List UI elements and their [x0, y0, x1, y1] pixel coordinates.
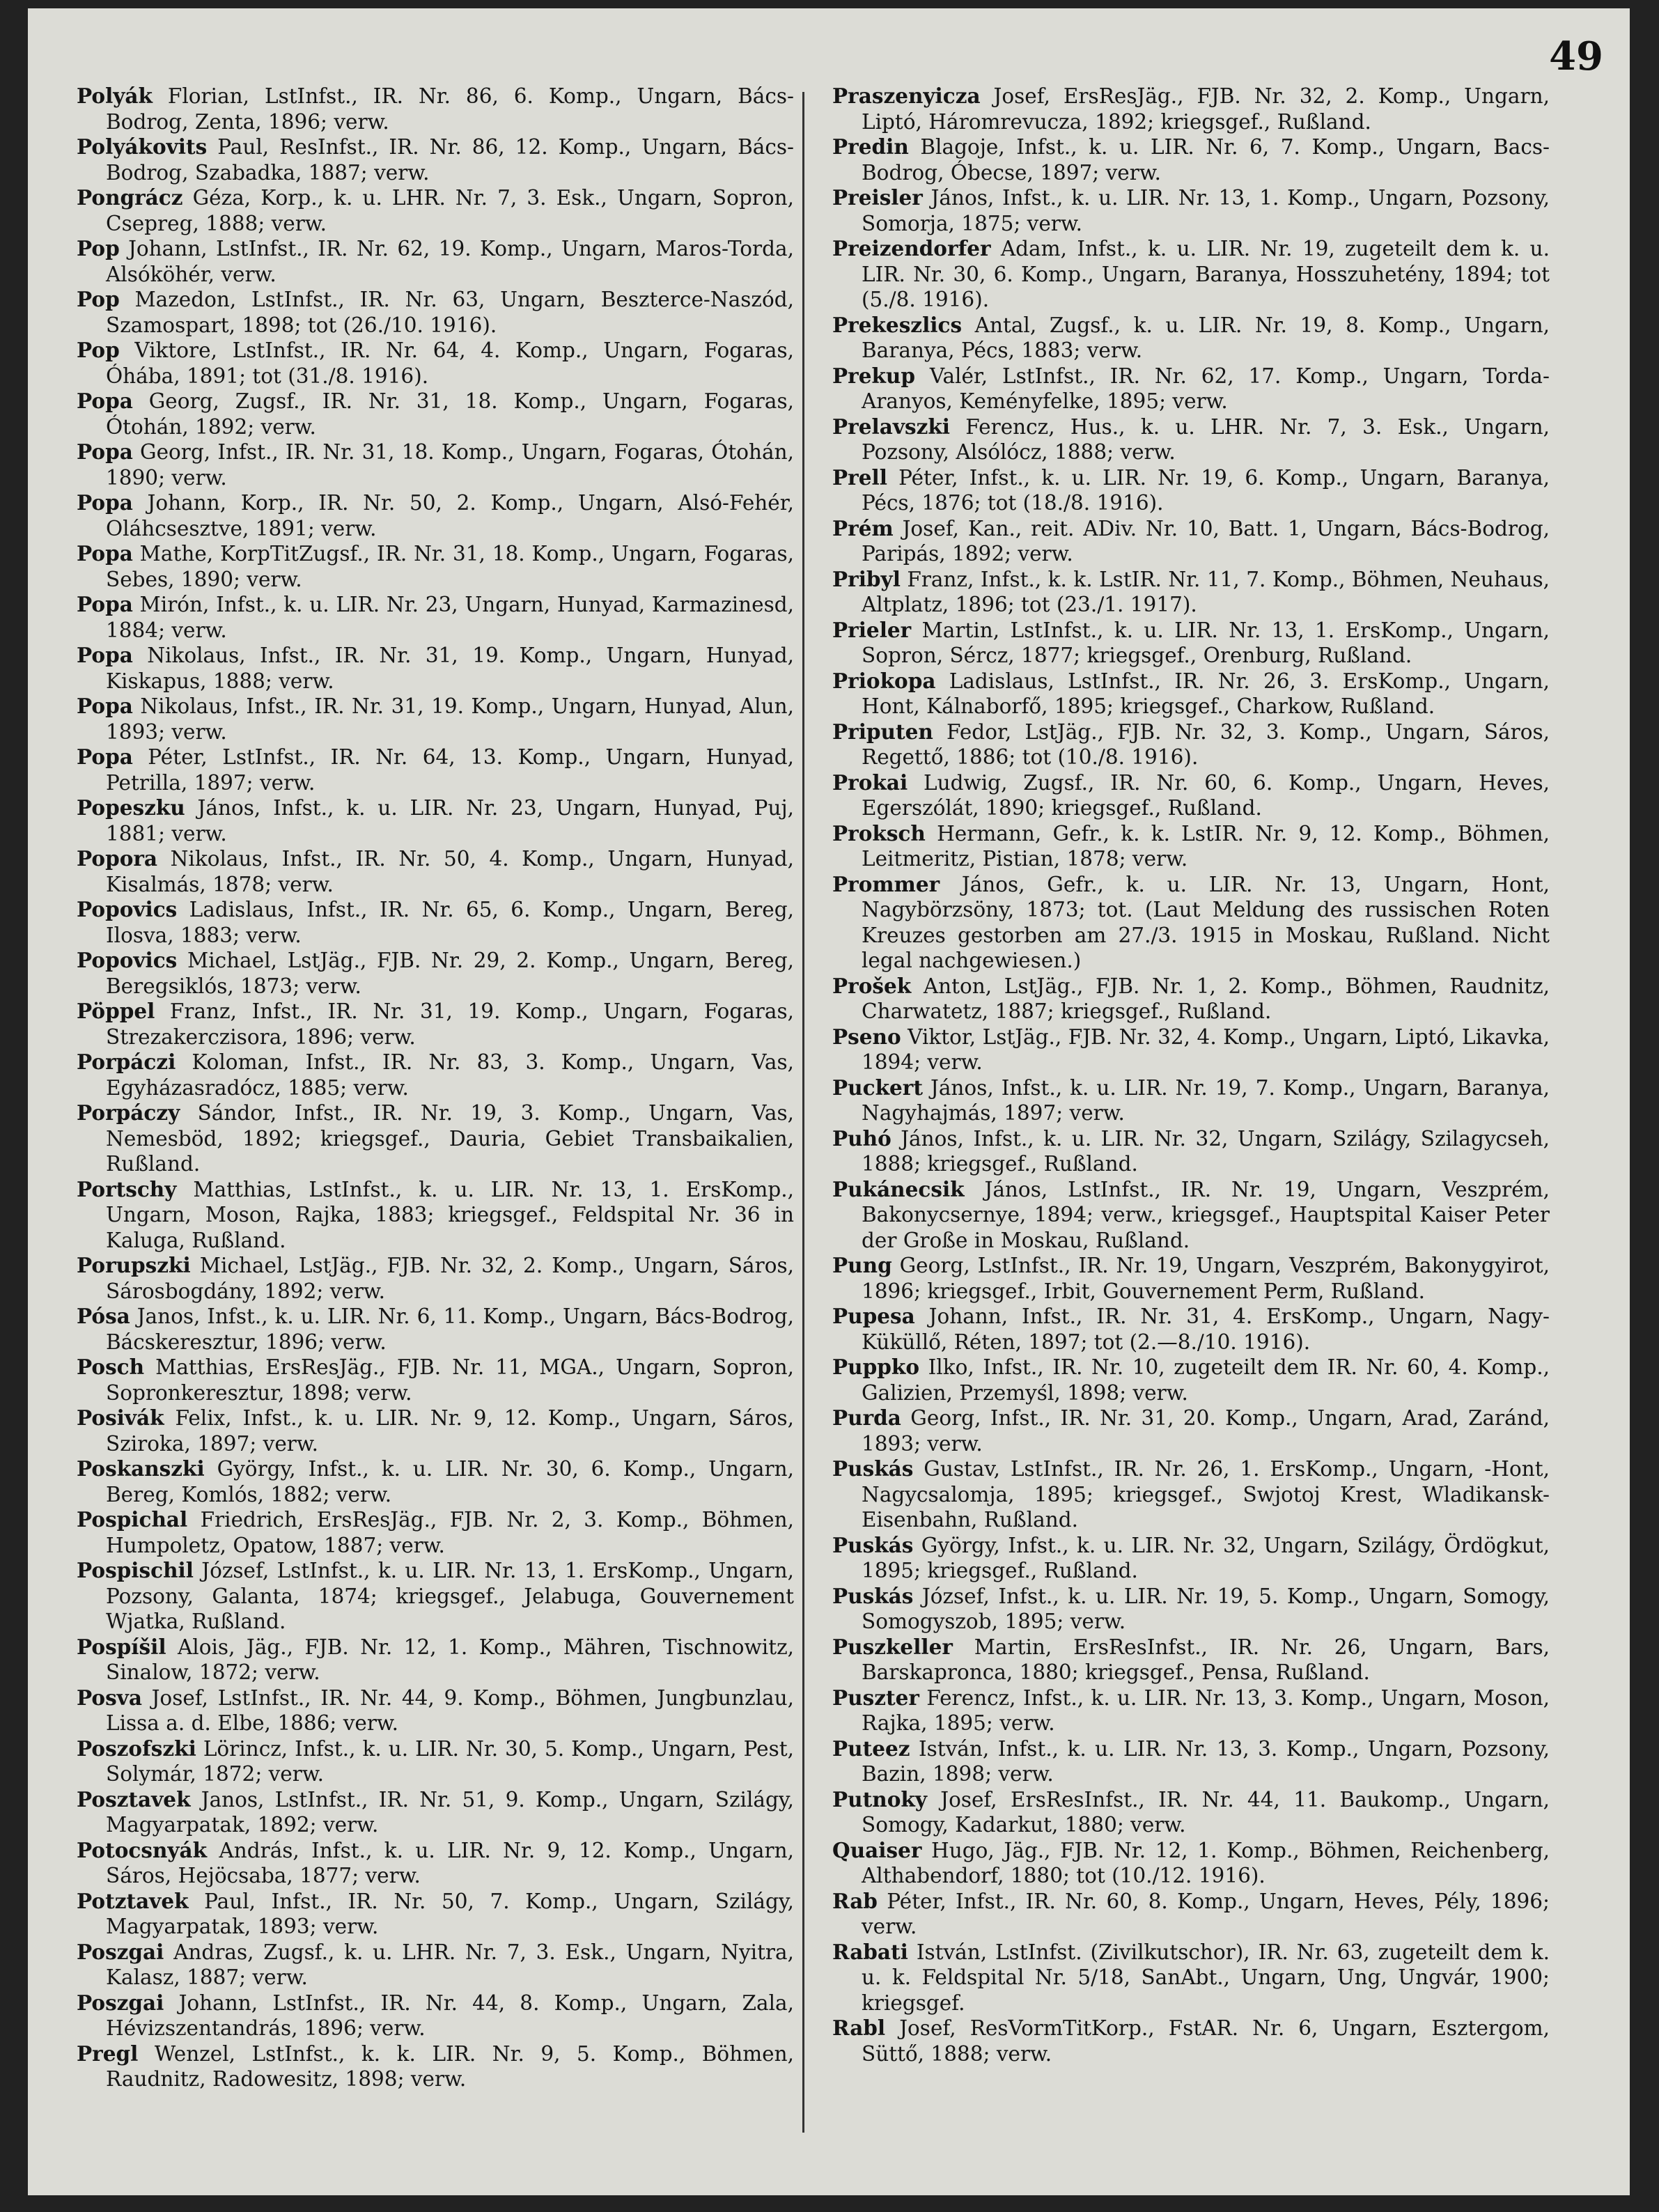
list-item: [832, 567, 1550, 618]
entry-surname: Porpáczy: [77, 1100, 180, 1125]
entry-surname: Rabati: [832, 1939, 908, 1964]
list-item: [832, 1685, 1550, 1736]
entry-surname: Prošek: [832, 973, 912, 998]
entry-surname: Quaiser: [832, 1837, 922, 1862]
list-item: [832, 1304, 1550, 1355]
list-item: [832, 1456, 1550, 1533]
list-item: [832, 1253, 1550, 1304]
list-item: [77, 134, 794, 185]
entry-details: Franz, Infst., k. k. LstIR. Nr. 11, 7. Komp., Böhmen, Neuhaus, Altplatz, 1896; tot (23./1. 1917).: [862, 567, 1550, 616]
entry-details: Ferencz, Infst., k. u. LIR. Nr. 13, 3. Komp., Ungarn, Moson, Rajka, 1895; verw.: [862, 1685, 1550, 1735]
list-item: [77, 1253, 794, 1304]
entry-details: Matthias, LstInfst., k. u. LIR. Nr. 13, 1. ErsKomp., Ungarn, Moson, Rajka, 1883; kriegsgef., Feldspital Nr. 36 in Kaluga, Rußland.: [106, 1177, 794, 1252]
entry-details: Adam, Infst., k. u. LIR. Nr. 19, zugeteilt dem k. u. LIR. Nr. 30, 6. Komp., Ungarn, Baranya, Hosszuhetény, 1894; tot (5./8. 1916).: [862, 237, 1550, 311]
entry-details: György, Infst., k. u. LIR. Nr. 30, 6. Komp., Ungarn, Bereg, Komlós, 1882; verw.: [106, 1457, 794, 1506]
list-item: [77, 84, 794, 134]
entry-surname: Popa: [77, 389, 133, 413]
list-item: [77, 999, 794, 1050]
entry-surname: Prekup: [832, 363, 916, 388]
entry-surname: Puszkeller: [832, 1634, 953, 1659]
entry-details: Josef, LstInfst., IR. Nr. 44, 9. Komp., Böhmen, Jungbunzlau, Lissa a. d. Elbe, 1886; verw.: [106, 1685, 794, 1735]
list-item: [77, 1787, 794, 1838]
entry-details: Martin, ErsResInfst., IR. Nr. 26, Ungarn, Bars, Barskapronca, 1880; kriegsgef., Pensa, Rußland.: [862, 1635, 1550, 1684]
entry-details: József, Infst., k. u. LIR. Nr. 19, 5. Komp., Ungarn, Somogy, Somogyszob, 1895; verw.: [862, 1584, 1550, 1633]
left-column: [77, 84, 794, 2145]
entry-details: Josef, ErsResInfst., IR. Nr. 44, 11. Baukomp., Ungarn, Somogy, Kadarkut, 1880; verw.: [862, 1787, 1550, 1837]
entry-surname: Pop: [77, 287, 120, 311]
entry-surname: Rab: [832, 1888, 878, 1913]
list-item: [832, 1075, 1550, 1126]
entry-details: Martin, LstInfst., k. u. LIR. Nr. 13, 1. ErsKomp., Ungarn, Sopron, Sércz, 1877; kriegsgef., Orenburg, Rußland.: [862, 618, 1550, 667]
entry-details: Nikolaus, Infst., IR. Nr. 31, 19. Komp., Ungarn, Hunyad, Alun, 1893; verw.: [106, 694, 794, 744]
list-item: [77, 745, 794, 795]
list-item: [77, 1507, 794, 1558]
list-item: [77, 338, 794, 389]
entry-surname: Polyák: [77, 84, 153, 108]
list-item: [77, 1558, 794, 1635]
page-number: 49: [1549, 33, 1603, 79]
list-item: [832, 313, 1550, 364]
entry-surname: Prell: [832, 465, 887, 490]
entry-surname: Popovics: [77, 948, 178, 972]
entry-details: János, Infst., k. u. LIR. Nr. 13, 1. Komp., Ungarn, Pozsony, Somorja, 1875; verw.: [862, 186, 1550, 235]
entry-surname: Pribyl: [832, 566, 901, 591]
list-item: [832, 770, 1550, 821]
list-item: [832, 364, 1550, 414]
entry-surname: Pósa: [77, 1304, 130, 1328]
list-item: [832, 719, 1550, 770]
entry-details: Péter, Infst., k. u. LIR. Nr. 19, 6. Komp., Ungarn, Baranya, Pécs, 1876; tot (18./8. 1916).: [862, 465, 1550, 515]
entry-surname: Poskanszki: [77, 1456, 205, 1481]
entry-details: János, Infst., k. u. LIR. Nr. 23, Ungarn, Hunyad, Puj, 1881; verw.: [106, 796, 794, 846]
entry-details: Josef, ResVormTitKorp., FstAR. Nr. 6, Ungarn, Esztergom, Süttő, 1888; verw.: [862, 2016, 1550, 2066]
entry-surname: Posztavek: [77, 1786, 191, 1812]
entry-details: Paul, Infst., IR. Nr. 50, 7. Komp., Ungarn, Szilágy, Magyarpatak, 1893; verw.: [106, 1889, 794, 1938]
entry-details: Johann, Infst., IR. Nr. 31, 4. ErsKomp., Ungarn, Nagy-Küküllő, Réten, 1897; tot (2.—8./10. 1916).: [862, 1304, 1550, 1354]
list-item: [832, 974, 1550, 1025]
entry-details: Ladislaus, Infst., IR. Nr. 65, 6. Komp., Ungarn, Bereg, Ilosva, 1883; verw.: [106, 898, 794, 947]
entry-details: Ladislaus, LstInfst., IR. Nr. 26, 3. ErsKomp., Ungarn, Hont, Kálnaborfő, 1895; kriegsgef., Charkow, Rußland.: [862, 669, 1550, 718]
entry-surname: Puppko: [832, 1355, 920, 1379]
list-item: [77, 1456, 794, 1507]
entry-surname: Pospíšil: [77, 1634, 166, 1659]
entry-surname: Popa: [77, 490, 133, 515]
entry-surname: Puskás: [832, 1532, 914, 1557]
entry-details: Georg, Infst., IR. Nr. 31, 18. Komp., Ungarn, Fogaras, Ótohán, 1890; verw.: [106, 440, 794, 490]
list-item: [832, 465, 1550, 516]
entry-surname: Puskás: [832, 1456, 914, 1481]
entry-surname: Pongrácz: [77, 185, 183, 210]
entry-details: Koloman, Infst., IR. Nr. 83, 3. Komp., Ungarn, Vas, Egyházasradócz, 1885; verw.: [106, 1050, 794, 1100]
entry-surname: Priokopa: [832, 668, 936, 693]
list-item: [77, 1838, 794, 1889]
list-item: [77, 389, 794, 439]
entry-details: András, Infst., k. u. LIR. Nr. 9, 12. Komp., Ungarn, Sáros, Hejöcsaba, 1877; verw.: [106, 1838, 794, 1887]
right-column: [832, 84, 1550, 2145]
list-item: [832, 821, 1550, 872]
entry-surname: Pseno: [832, 1024, 901, 1049]
entry-details: János, Infst., k. u. LIR. Nr. 32, Ungarn, Szilágy, Szilagycseh, 1888; kriegsgef., Rußland.: [862, 1126, 1550, 1176]
entry-surname: Puhó: [832, 1126, 891, 1151]
list-item: [832, 1889, 1550, 1940]
entry-details: Paul, ResInfst., IR. Nr. 86, 12. Komp., Ungarn, Bács-Bodrog, Szabadka, 1887; verw.: [106, 135, 794, 185]
entry-details: Matthias, ErsResJäg., FJB. Nr. 11, MGA., Ungarn, Sopron, Sopronkeresztur, 1898; verw.: [106, 1355, 794, 1405]
list-item: [77, 287, 794, 338]
list-item: [77, 1050, 794, 1100]
entry-surname: Prieler: [832, 617, 912, 642]
entry-details: Géza, Korp., k. u. LHR. Nr. 7, 3. Esk., Ungarn, Sopron, Csepreg, 1888; verw.: [106, 186, 794, 235]
entry-details: Péter, LstInfst., IR. Nr. 64, 13. Komp., Ungarn, Hunyad, Petrilla, 1897; verw.: [106, 745, 794, 795]
entry-details: István, LstInfst. (Zivilkutschor), IR. Nr. 63, zugeteilt dem k. u. k. Feldspital Nr. 5/18, SanAbt., Ungarn, Ung, Ungvár, 1900; kriegsgef.: [862, 1940, 1550, 2015]
entry-surname: Poszgai: [77, 1939, 164, 1964]
entry-details: Mathe, KorpTitZugsf., IR. Nr. 31, 18. Komp., Ungarn, Fogaras, Sebes, 1890; verw.: [106, 542, 794, 591]
column-divider: [802, 92, 804, 2133]
entry-details: Antal, Zugsf., k. u. LIR. Nr. 19, 8. Komp., Ungarn, Baranya, Pécs, 1883; verw.: [862, 313, 1550, 362]
entry-surname: Pukánecsik: [832, 1176, 965, 1201]
entry-details: Janos, LstInfst., IR. Nr. 51, 9. Komp., Ungarn, Szilágy, Magyarpatak, 1892; verw.: [106, 1787, 794, 1837]
list-item: [832, 84, 1550, 134]
entry-surname: Praszenyicza: [832, 84, 981, 108]
entry-details: István, Infst., k. u. LIR. Nr. 13, 3. Komp., Ungarn, Pozsony, Bazin, 1898; verw.: [862, 1736, 1550, 1786]
list-item: [77, 795, 794, 846]
entry-details: Mirón, Infst., k. u. LIR. Nr. 23, Ungarn, Hunyad, Karmazinesd, 1884; verw.: [106, 593, 794, 642]
list-item: [77, 1940, 794, 1991]
entry-surname: Porupszki: [77, 1253, 191, 1277]
entry-surname: Popa: [77, 643, 133, 667]
list-item: [77, 236, 794, 287]
entry-surname: Pupesa: [832, 1304, 915, 1328]
list-item: [832, 1177, 1550, 1254]
list-item: [77, 846, 794, 897]
entry-surname: Prokai: [832, 770, 908, 795]
entry-surname: Popa: [77, 592, 133, 616]
entry-details: Alois, Jäg., FJB. Nr. 12, 1. Komp., Mähren, Tischnowitz, Sinalow, 1872; verw.: [106, 1635, 794, 1684]
entry-details: Josef, ErsResJäg., FJB. Nr. 32, 2. Komp., Ungarn, Liptó, Háromrevucza, 1892; kriegsgef., Rußland.: [862, 84, 1550, 134]
entry-details: Valér, LstInfst., IR. Nr. 62, 17. Komp., Ungarn, Torda-Aranyos, Keményfelke, 1895; verw.: [862, 364, 1550, 413]
entry-details: Johann, LstInfst., IR. Nr. 44, 8. Komp., Ungarn, Zala, Hévizszentandrás, 1896; verw.: [106, 1991, 794, 2040]
entry-surname: Putnoky: [832, 1786, 927, 1812]
entry-surname: Preizendorfer: [832, 236, 991, 260]
entry-details: Johann, Korp., IR. Nr. 50, 2. Komp., Ungarn, Alsó-Fehér, Oláhcsesztve, 1891; verw.: [106, 491, 794, 540]
list-item: [832, 1355, 1550, 1405]
entry-details: Fedor, LstJäg., FJB. Nr. 32, 3. Komp., Ungarn, Sáros, Regettő, 1886; tot (10./8. 1916).: [862, 719, 1550, 769]
list-item: [832, 618, 1550, 669]
entry-surname: Pop: [77, 338, 120, 362]
entry-surname: Pospischil: [77, 1558, 194, 1582]
entry-surname: Preisler: [832, 185, 923, 210]
entry-details: Janos, Infst., k. u. LIR. Nr. 6, 11. Komp., Ungarn, Bács-Bodrog, Bácskeresztur, 1896; verw.: [106, 1304, 794, 1354]
entry-surname: Posivák: [77, 1405, 164, 1430]
entry-details: Andras, Zugsf., k. u. LHR. Nr. 7, 3. Esk., Ungarn, Nyitra, Kalasz, 1887; verw.: [106, 1940, 794, 1989]
list-item: [832, 1405, 1550, 1456]
list-item: [832, 1787, 1550, 1838]
entry-surname: Prommer: [832, 871, 940, 896]
entry-details: Michael, LstJäg., FJB. Nr. 32, 2. Komp., Ungarn, Sáros, Sárosbogdány, 1892; verw.: [106, 1254, 794, 1303]
entry-details: József, LstInfst., k. u. LIR. Nr. 13, 1. ErsKomp., Ungarn, Pozsony, Galanta, 1874; kriegsgef., Jelabuga, Gouvernement Wjatka, Rußland.: [106, 1559, 794, 1633]
entry-surname: Pregl: [77, 2041, 139, 2066]
entry-details: Felix, Infst., k. u. LIR. Nr. 9, 12. Komp., Ungarn, Sáros, Sziroka, 1897; verw.: [106, 1406, 794, 1456]
entry-surname: Popeszku: [77, 795, 185, 820]
list-item: [77, 1685, 794, 1736]
entry-surname: Pop: [77, 236, 120, 260]
entry-surname: Potocsnyák: [77, 1837, 208, 1862]
list-item: [832, 1584, 1550, 1635]
list-item: [832, 1736, 1550, 1787]
entry-details: Nikolaus, Infst., IR. Nr. 50, 4. Komp., Ungarn, Hunyad, Kisalmás, 1878; verw.: [106, 847, 794, 896]
document-page: [28, 8, 1630, 2195]
entry-details: Anton, LstJäg., FJB. Nr. 1, 2. Komp., Böhmen, Raudnitz, Charwatetz, 1887; kriegsgef., Rußland.: [862, 974, 1550, 1023]
entry-details: Mazedon, LstInfst., IR. Nr. 63, Ungarn, Beszterce-Naszód, Szamospart, 1898; tot (26./10. 1916).: [106, 288, 794, 337]
entry-surname: Pospichal: [77, 1507, 188, 1532]
list-item: [77, 1177, 794, 1254]
entry-surname: Puskás: [832, 1583, 914, 1608]
entry-surname: Priputen: [832, 719, 933, 744]
list-item: [77, 643, 794, 694]
entry-surname: Predin: [832, 134, 909, 159]
list-item: [77, 439, 794, 490]
list-item: [832, 516, 1550, 567]
entry-surname: Puteez: [832, 1736, 910, 1761]
entry-surname: Posch: [77, 1355, 145, 1379]
entry-details: Johann, LstInfst., IR. Nr. 62, 19. Komp., Ungarn, Maros-Torda, Alsóköhér, verw.: [106, 237, 794, 286]
list-item: [77, 541, 794, 592]
entry-details: Franz, Infst., IR. Nr. 31, 19. Komp., Ungarn, Fogaras, Strezakerczisora, 1896; verw.: [106, 999, 794, 1049]
entry-surname: Puckert: [832, 1075, 923, 1100]
list-item: [77, 1991, 794, 2041]
entry-details: Georg, LstInfst., IR. Nr. 19, Ungarn, Veszprém, Bakonygyirot, 1896; kriegsgef., Irbit, Gouvernement Perm, Rußland.: [862, 1254, 1550, 1303]
entry-details: Nikolaus, Infst., IR. Nr. 31, 19. Komp., Ungarn, Hunyad, Kiskapus, 1888; verw.: [106, 644, 794, 693]
entry-details: Viktor, LstJäg., FJB. Nr. 32, 4. Komp., Ungarn, Liptó, Likavka, 1894; verw.: [862, 1025, 1550, 1074]
list-item: [77, 694, 794, 745]
entry-surname: Polyákovits: [77, 134, 208, 159]
list-item: [77, 1736, 794, 1787]
entry-details: Georg, Zugsf., IR. Nr. 31, 18. Komp., Ungarn, Fogaras, Ótohán, 1892; verw.: [106, 389, 794, 439]
entry-details: Michael, LstJäg., FJB. Nr. 29, 2. Komp., Ungarn, Bereg, Beregsiklós, 1873; verw.: [106, 949, 794, 998]
entry-surname: Porpáczi: [77, 1050, 176, 1074]
list-item: [832, 134, 1550, 185]
list-item: [77, 1100, 794, 1177]
list-item: [77, 185, 794, 236]
list-item: [832, 1635, 1550, 1685]
entry-surname: Rabl: [832, 2016, 886, 2040]
list-item: [77, 592, 794, 643]
entry-details: György, Infst., k. u. LIR. Nr. 32, Ungarn, Szilágy, Ördögkut, 1895; kriegsgef., Rußland.: [862, 1533, 1550, 1582]
list-item: [77, 1405, 794, 1456]
list-item: [77, 948, 794, 999]
list-item: [832, 1940, 1550, 2016]
entry-details: Hermann, Gefr., k. k. LstIR. Nr. 9, 12. Komp., Böhmen, Leitmeritz, Pistian, 1878; verw.: [862, 821, 1550, 871]
entry-surname: Popa: [77, 541, 133, 566]
entry-surname: Prém: [832, 515, 894, 540]
list-item: [77, 1355, 794, 1405]
entry-details: Florian, LstInfst., IR. Nr. 86, 6. Komp., Ungarn, Bács-Bodrog, Zenta, 1896; verw.: [106, 84, 794, 134]
entry-details: Gustav, LstInfst., IR. Nr. 26, 1. ErsKomp., Ungarn, -Hont, Nagycsalomja, 1895; kriegsgef., Swjotoj Krest, Wladikansk-Eisenbahn, Rußland.: [862, 1457, 1550, 1532]
entry-surname: Pöppel: [77, 999, 155, 1023]
list-item: [77, 1635, 794, 1685]
entry-surname: Popa: [77, 694, 133, 718]
entry-surname: Poszgai: [77, 1990, 164, 2015]
entry-surname: Purda: [832, 1405, 901, 1430]
entry-details: Viktore, LstInfst., IR. Nr. 64, 4. Komp., Ungarn, Fogaras, Óhába, 1891; tot (31./8. 1916).: [106, 338, 794, 388]
entry-details: János, LstInfst., IR. Nr. 19, Ungarn, Veszprém, Bakonycsernye, 1894; verw., kriegsgef., Hauptspital Kaiser Peter der Große in Moskau, Rußland.: [862, 1177, 1550, 1252]
entry-details: Wenzel, LstInfst., k. k. LIR. Nr. 9, 5. Komp., Böhmen, Raudnitz, Radowesitz, 1898; verw.: [106, 2041, 794, 2091]
entry-details: Sándor, Infst., IR. Nr. 19, 3. Komp., Ungarn, Vas, Nemesböd, 1892; kriegsgef., Dauria, Gebiet Transbaikalien, Rußland.: [106, 1101, 794, 1176]
entry-details: János, Gefr., k. u. LIR. Nr. 13, Ungarn, Hont, Nagybörzsöny, 1873; tot. (Laut Meldung des russischen Roten Kreuzes gestorben am 27./3. 1915 in Moskau, Rußland. Nicht legal nachgewiesen.): [862, 872, 1550, 972]
entry-surname: Prelavszki: [832, 414, 950, 439]
list-item: [832, 1533, 1550, 1584]
entry-details: Ferencz, Hus., k. u. LHR. Nr. 7, 3. Esk., Ungarn, Pozsony, Alsólócz, 1888; verw.: [862, 414, 1550, 464]
entry-surname: Popovics: [77, 897, 178, 921]
list-item: [832, 1025, 1550, 1075]
entry-details: Friedrich, ErsResJäg., FJB. Nr. 2, 3. Komp., Böhmen, Humpoletz, Opatow, 1887; verw.: [106, 1508, 794, 1557]
list-item: [832, 669, 1550, 719]
list-item: [77, 1304, 794, 1355]
entry-surname: Popa: [77, 439, 133, 464]
list-item: [832, 236, 1550, 313]
entry-details: Hugo, Jäg., FJB. Nr. 12, 1. Komp., Böhmen, Reichenberg, Althabendorf, 1880; tot (10./12. 1916).: [862, 1838, 1550, 1887]
entry-details: Blagoje, Infst., k. u. LIR. Nr. 6, 7. Komp., Ungarn, Bacs-Bodrog, Óbecse, 1897; verw.: [862, 135, 1550, 185]
entry-surname: Potztavek: [77, 1888, 189, 1913]
list-item: [77, 490, 794, 541]
entry-surname: Puszter: [832, 1685, 919, 1710]
entry-surname: Posva: [77, 1685, 142, 1710]
entry-details: János, Infst., k. u. LIR. Nr. 19, 7. Komp., Ungarn, Baranya, Nagyhajmás, 1897; verw.: [862, 1075, 1550, 1125]
list-item: [832, 1838, 1550, 1889]
entry-surname: Pung: [832, 1253, 892, 1277]
entry-details: Péter, Infst., IR. Nr. 60, 8. Komp., Ungarn, Heves, Pély, 1896; verw.: [862, 1889, 1550, 1938]
entry-details: Georg, Infst., IR. Nr. 31, 20. Komp., Ungarn, Arad, Zaránd, 1893; verw.: [862, 1406, 1550, 1456]
list-item: [832, 1126, 1550, 1177]
entry-surname: Popa: [77, 745, 133, 769]
entry-surname: Poszofszki: [77, 1736, 196, 1761]
list-item: [832, 2016, 1550, 2066]
list-item: [832, 185, 1550, 236]
entry-details: Lörincz, Infst., k. u. LIR. Nr. 30, 5. Komp., Ungarn, Pest, Solymár, 1872; verw.: [106, 1736, 794, 1786]
entry-surname: Proksch: [832, 820, 926, 846]
list-item: [77, 2041, 794, 2092]
entry-surname: Portschy: [77, 1176, 177, 1201]
list-item: [77, 897, 794, 948]
list-item: [832, 872, 1550, 974]
entry-details: Josef, Kan., reit. ADiv. Nr. 10, Batt. 1, Ungarn, Bács-Bodrog, Paripás, 1892; verw.: [862, 516, 1550, 566]
entry-surname: Popora: [77, 846, 158, 871]
list-item: [77, 1889, 794, 1940]
list-item: [832, 414, 1550, 465]
entry-details: Ludwig, Zugsf., IR. Nr. 60, 6. Komp., Ungarn, Heves, Egerszólát, 1890; kriegsgef., Rußland.: [862, 770, 1550, 820]
entry-surname: Prekeszlics: [832, 312, 963, 337]
entry-details: Ilko, Infst., IR. Nr. 10, zugeteilt dem IR. Nr. 60, 4. Komp., Galizien, Przemyśl, 1898; verw.: [862, 1355, 1550, 1405]
